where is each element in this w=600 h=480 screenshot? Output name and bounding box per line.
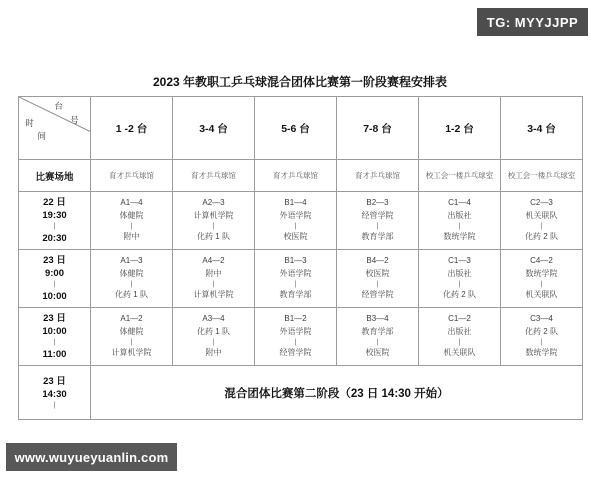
match-code: A1—3 [120,256,143,266]
team-name: 外语学院 [279,326,312,336]
time-separator: | [53,281,56,289]
end-time: 10:00 [42,290,67,302]
column-header-1: 1 -2 台 [91,97,173,160]
start-time: 14:30 [42,389,67,401]
vs-separator: | [130,222,133,230]
corner-label-tai: 台 [54,101,64,112]
team-name: 数统学院 [525,268,558,278]
team-name: 附中 [205,348,222,358]
venue-cell: 校工会一楼乒乓球室 [501,160,583,192]
site-watermark-text: www.wuyueyuanlin.com [14,449,169,465]
vs-separator: | [540,338,543,346]
venue-cell: 育才乒乓球馆 [337,160,419,192]
team-name: 数统学院 [525,348,558,358]
match-code: B1—2 [284,314,307,324]
team-name: 数统学院 [443,232,476,242]
match-row-1 [19,192,583,250]
schedule-table [18,96,583,420]
start-time: 10:00 [42,326,67,338]
venue-cell: 校工会一楼乒乓球室 [419,160,501,192]
time-separator: | [53,339,56,347]
match-cell [255,192,337,250]
team-name: 化药 2 队 [525,326,558,336]
vs-separator: | [212,222,215,230]
time-cell [19,250,91,308]
team-name: 教育学部 [361,232,394,242]
match-date: 23 日 [43,375,66,387]
end-time: 11:00 [42,348,67,360]
match-cell [91,192,173,250]
match-code: C2—3 [530,198,553,208]
match-code: B1—4 [284,198,307,208]
match-code: A4—2 [202,256,225,266]
team-name: 计算机学院 [193,210,234,220]
team-name: 体健院 [119,268,144,278]
team-name: 化药 1 队 [197,326,230,336]
match-row-2 [19,250,583,308]
team-name: 计算机学院 [111,348,152,358]
match-code: C3—4 [530,314,553,324]
time-cell [19,192,91,250]
team-name: 化药 1 队 [197,232,230,242]
column-header-2: 3-4 台 [173,97,255,160]
team-name: 教育学部 [279,290,312,300]
team-name: 经管学院 [279,348,312,358]
match-code: B4—2 [366,256,389,266]
time-cell [19,308,91,366]
vs-separator: | [294,338,297,346]
time-separator: | [53,223,56,231]
vs-separator: | [376,280,379,288]
team-name: 化药 1 队 [115,290,148,300]
column-header-4: 7-8 台 [337,97,419,160]
match-cell [173,192,255,250]
team-name: 出版社 [447,210,472,220]
match-date: 23 日 [43,312,66,324]
vs-separator: | [458,338,461,346]
match-code: B1—3 [284,256,307,266]
match-cell [337,308,419,366]
team-name: 体健院 [119,210,144,220]
team-name: 机关联队 [443,348,476,358]
match-code: A2—3 [202,198,225,208]
corner-label-jian: 间 [37,131,46,142]
match-code: C1—3 [448,256,471,266]
team-name: 校医院 [283,232,308,242]
vs-separator: | [458,280,461,288]
vs-separator: | [376,338,379,346]
match-cell [419,250,501,308]
match-cell [419,308,501,366]
match-cell [173,250,255,308]
team-name: 经管学院 [361,210,394,220]
vs-separator: | [294,280,297,288]
team-name: 出版社 [447,268,472,278]
venue-row [19,160,583,192]
team-name: 体健院 [119,326,144,336]
match-cell [501,192,583,250]
match-cell [255,250,337,308]
match-code: C1—4 [448,198,471,208]
team-name: 外语学院 [279,268,312,278]
column-header-3: 5-6 台 [255,97,337,160]
page-title: 2023 年教职工乒乓球混合团体比赛第一阶段赛程安排表 [152,75,448,89]
vs-separator: | [540,222,543,230]
column-header-5: 1-2 台 [419,97,501,160]
team-name: 校医院 [365,348,390,358]
match-cell [173,308,255,366]
start-time: 19:30 [42,210,67,222]
stage2-row [19,366,583,420]
team-name: 机关联队 [525,210,558,220]
match-cell [337,192,419,250]
team-name: 附中 [205,268,222,278]
team-name: 经管学院 [361,290,394,300]
match-code: A1—4 [120,198,143,208]
venue-cell: 育才乒乓球馆 [255,160,337,192]
match-cell [419,192,501,250]
vs-separator: | [540,280,543,288]
team-name: 计算机学院 [193,290,234,300]
stage2-note: 混合团体比赛第二阶段（23 日 14:30 开始） [91,366,583,420]
time-separator: | [53,402,56,410]
team-name: 外语学院 [279,210,312,220]
match-code: B2—3 [366,198,389,208]
team-name: 化药 2 队 [525,232,558,242]
time-cell [19,366,91,420]
corner-cell [19,97,91,160]
team-name: 校医院 [365,268,390,278]
end-time: 20:30 [42,232,67,244]
header-row [19,97,583,160]
team-name: 化药 2 队 [443,290,476,300]
match-cell [501,308,583,366]
match-cell [91,308,173,366]
vs-separator: | [376,222,379,230]
vs-separator: | [130,280,133,288]
match-code: C1—2 [448,314,471,324]
vs-separator: | [458,222,461,230]
start-time: 9:00 [44,268,64,280]
team-name: 出版社 [447,326,472,336]
tg-watermark-text: TG: MYYJJPP [486,14,579,30]
vs-separator: | [212,280,215,288]
venue-cell: 育才乒乓球馆 [91,160,173,192]
team-name: 机关联队 [525,290,558,300]
column-header-6: 3-4 台 [501,97,583,160]
team-name: 附中 [123,232,140,242]
match-date: 23 日 [43,254,66,266]
match-code: C4—2 [530,256,553,266]
match-code: A3—4 [202,314,225,324]
corner-label-shi: 时 [25,117,34,128]
venue-cell: 育才乒乓球馆 [173,160,255,192]
match-cell [255,308,337,366]
match-cell [91,250,173,308]
match-cell [337,250,419,308]
vs-separator: | [130,338,133,346]
match-date: 22 日 [43,196,66,208]
vs-separator: | [294,222,297,230]
team-name: 教育学部 [361,326,394,336]
match-code: A1—2 [120,314,143,324]
venue-row-label: 比赛场地 [19,160,91,192]
corner-label-hao: 号 [70,114,79,125]
match-cell [501,250,583,308]
tg-watermark-badge [477,8,588,36]
match-code: B3—4 [366,314,389,324]
match-row-3 [19,308,583,366]
site-watermark-badge [6,443,177,471]
vs-separator: | [212,338,215,346]
